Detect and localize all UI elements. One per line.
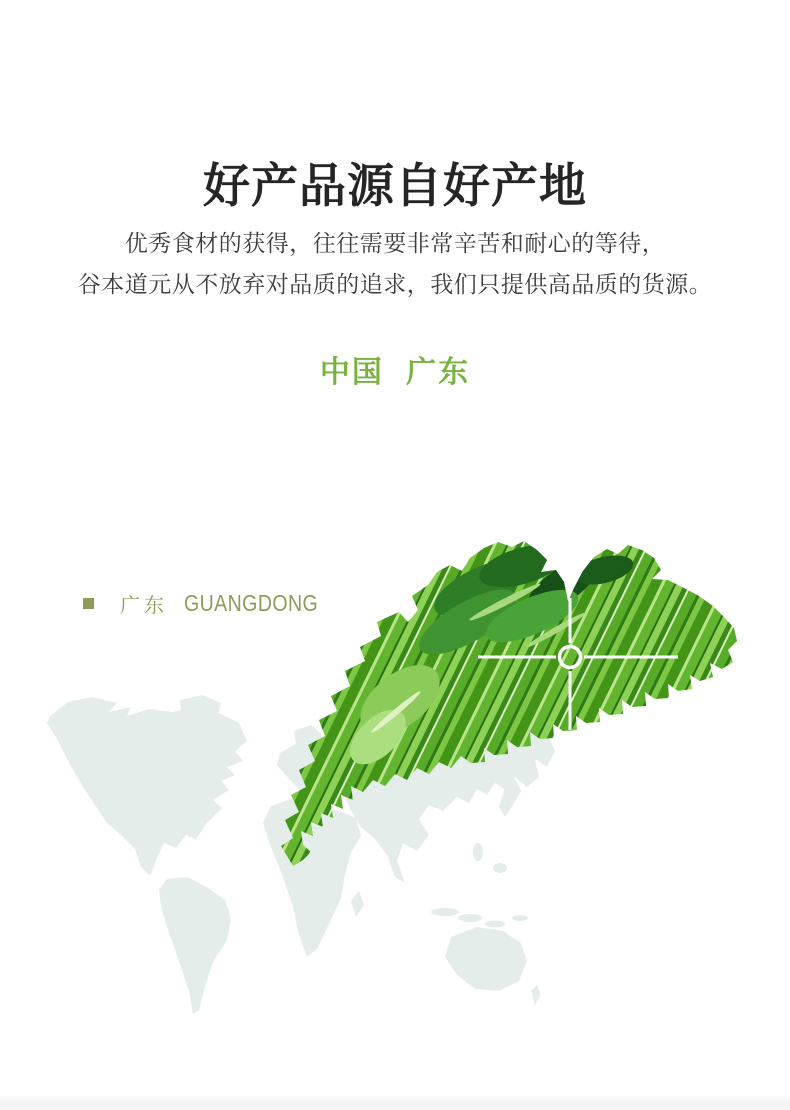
island-new-zealand	[531, 985, 541, 1005]
continent-africa	[263, 799, 361, 957]
region-label-en: GUANGDONG	[184, 589, 319, 616]
subtitle-line-1: 优秀食材的获得，往往需要非常辛苦和耐心的等待，	[124, 230, 666, 256]
island-borneo	[493, 863, 507, 873]
continent-australia	[445, 927, 527, 991]
section-title: 好产品源自好产地	[203, 159, 587, 212]
island-philippines	[473, 843, 483, 861]
section-subtitle	[0, 223, 790, 305]
section-bottom-divider	[0, 1094, 790, 1110]
island-indonesia-1	[431, 908, 459, 916]
region-label	[83, 589, 342, 617]
island-indonesia-2	[458, 914, 482, 922]
island-new-guinea	[512, 915, 528, 921]
continent-north-america	[47, 697, 247, 876]
island-madagascar	[351, 891, 364, 917]
continent-south-america	[159, 877, 231, 1014]
region-label-zh: 广东	[120, 594, 168, 617]
subtitle-line-2: 谷本道元从不放弃对品质的追求，我们只提供高品质的货源。	[77, 271, 713, 297]
square-bullet-icon	[83, 598, 94, 609]
origin-highlight: 中国 广东	[319, 356, 471, 389]
island-indonesia-3	[485, 921, 505, 928]
